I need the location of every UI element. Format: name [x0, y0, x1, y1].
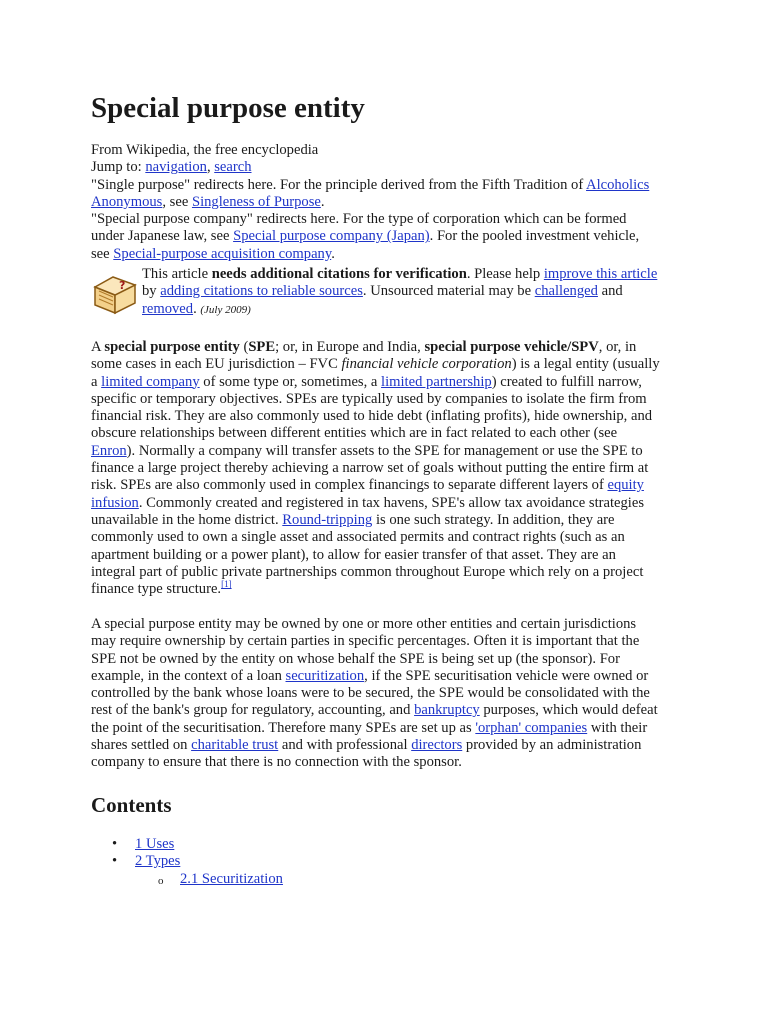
hatnote-single-purpose: "Single purpose" redirects here. For the principle derived from the Fifth Tradition of Alcoholics: [91, 176, 650, 193]
adding-citations-link[interactable]: adding citations to reliable sources: [160, 283, 363, 300]
toc-link-types[interactable]: 2 Types: [135, 853, 181, 870]
spac-link[interactable]: Special-purpose acquisition company: [113, 245, 332, 262]
book-icon: [91, 273, 139, 315]
orphan-companies-link[interactable]: 'orphan' companies: [475, 719, 588, 736]
charitable-trust-link[interactable]: charitable trust: [191, 737, 279, 754]
ownership-paragraph: A special purpose entity may be owned by one or more other entities and certain jurisdictions may require ownership by certain parties in specific percentages. Often it is important that the SPE not be owned by the entity on whose behalf the SPE is being set up (the sponsor). For example, in the context of a loan securitization, if the SPE securitisation vehicle were owned or controlled by the bank whose loans were to be secured, the SPE would be consolidated with the rest of the bank's group for regulatory, accounting, and bankruptcy purposes, which would defeat the point of the securitisation. Therefore many SPEs are set up as 'orphan' companies with their shares settled on charitable trust and with professional directors provided by an administration company to ensure that there is no connection with the sponsor.: [91, 616, 658, 771]
toc-link-securitization[interactable]: 2.1 Securitization: [180, 870, 283, 887]
removed-link[interactable]: removed: [142, 300, 194, 317]
spc-japan-link[interactable]: Special purpose company (Japan): [233, 228, 430, 245]
site-subtitle: From Wikipedia, the free encyclopedia: [91, 142, 319, 158]
svg-text:?: ?: [119, 279, 126, 292]
bullet-icon: •: [112, 836, 118, 852]
directors-link[interactable]: directors: [411, 737, 463, 754]
sub-bullet-icon: o: [158, 874, 164, 887]
securitization-link[interactable]: securitization: [285, 667, 365, 684]
jump-links: Jump to: navigation, search: [91, 159, 252, 176]
round-tripping-link[interactable]: Round-tripping: [282, 511, 373, 528]
limited-partnership-link[interactable]: limited partnership: [381, 373, 492, 390]
equity-infusion-link-cont[interactable]: infusion: [91, 494, 139, 511]
notice-date: (July 2009): [200, 303, 251, 316]
jump-search-link[interactable]: search: [214, 159, 252, 176]
challenged-link[interactable]: challenged: [534, 283, 598, 300]
article-header: From Wikipedia, the free encyclopedia Jump to: navigation, search "Single purpose" redirects here. For the principle derived from the Fifth Tradition of Alcoholics Anonymous, see Singleness of Purpose. "Special purpose company" redirects here. For the type of corporation which can be formed under Japanese law, see Special purpose company (Japan). For the pooled investment vehicle, see Special-purpose acquisition company.: [91, 142, 650, 262]
notice-text: This article needs additional citations for verification. Please help improve this article by adding citations to reliable sources. Unsourced material may be challenged and removed. (July 2009): [142, 266, 658, 317]
jump-navigation-link[interactable]: navigation: [145, 159, 207, 176]
reference-1-link[interactable]: [1]: [221, 579, 232, 590]
enron-link[interactable]: Enron: [91, 442, 127, 459]
alcoholics-anonymous-link-cont[interactable]: Anonymous: [91, 193, 163, 210]
hatnote-special-purpose-company: "Special purpose company" redirects here. For the type of corporation which can be formed: [91, 211, 627, 228]
improve-article-link[interactable]: improve this article: [543, 266, 658, 282]
alcoholics-anonymous-link[interactable]: Alcoholics: [586, 176, 650, 193]
intro-paragraph: A special purpose entity (SPE; or, in Europe and India, special purpose vehicle/SPV, or, in some cases in each EU jurisdiction – FVC financial vehicle corporation) is a legal entity (usually a limited company of some type or, sometimes, a limited partnership) created to fulfill narrow, specific or temporary objectives. SPEs are typically used by companies to isolate the firm from financial risk. They are also commonly used to hide debt (inflating profits), hide ownership, and obscure relationships between different entities which are in fact related to each other (see Enron). Normally a company will transfer assets to the SPE for management or use the SPE to finance a large project thereby achieving a narrow set of goals without putting the entire firm at risk. SPEs are also commonly used in complex financings to separate different layers of equity infusion. Commonly created and registered in tax havens, SPE's allow tax avoidance strategies unavailable in the home district. Round-tripping is one such strategy. In addition, they are commonly used to own a single asset and associated permits and contract rights (such as an apartment building or a power plant), to allow for easier transfer of that asset. They are an integral part of public private partnerships common throughout Europe which rely on a project finance type structure.[1]: [91, 339, 660, 598]
page-title: Special purpose entity: [91, 92, 365, 124]
equity-infusion-link[interactable]: equity: [607, 477, 644, 494]
toc-link-uses[interactable]: 1 Uses: [135, 836, 175, 852]
bullet-icon: •: [112, 853, 118, 870]
bankruptcy-link[interactable]: bankruptcy: [414, 702, 480, 719]
singleness-of-purpose-link[interactable]: Singleness of Purpose: [191, 193, 321, 210]
limited-company-link[interactable]: limited company: [101, 373, 200, 390]
contents-heading: Contents: [91, 793, 172, 817]
